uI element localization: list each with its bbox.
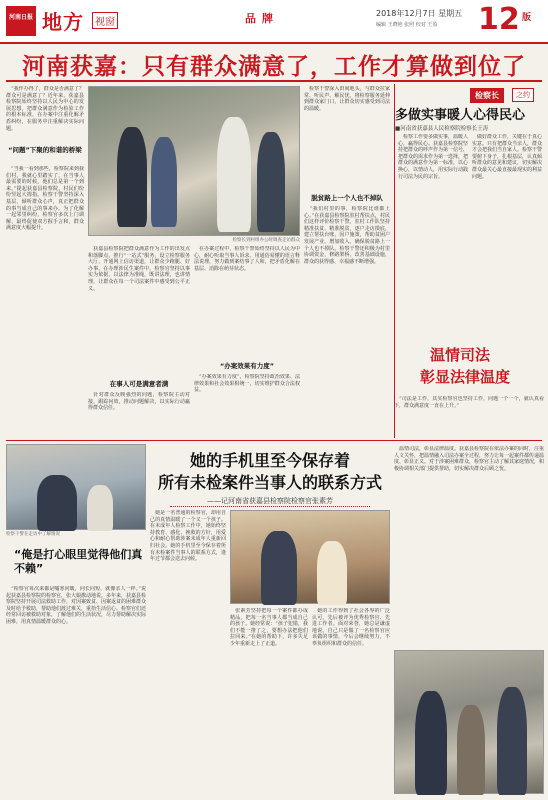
article-column: 她的工作得到了社会各界的广泛认可，先后被评为优秀检察官、先进工作者。面对荣誉，她总是谦虚地说，自己只是做了一名检察官应该做的事情，今后会继续努力，不辜负组织和群众的信任。 (312, 608, 390, 647)
subhead: “办案效果有力度” (219, 362, 275, 370)
news-photo (394, 650, 544, 794)
article-column: 获嘉县检察院把群众满意作为工作的出发点和落脚点，推行“一站式”服务，设立检察服务大厅，开通网上信访渠道，让群众少跑腿、好办事。在办理涉民生案件中，检察官坚持以事实为依据、以法律为准绳，既讲法理，也讲情理，让群众在每一个司法案件中感受到公平正义。 (88, 246, 190, 292)
news-photo (230, 510, 390, 604)
sidebar-column: 检察工作要多做实事，温暖人心，赢得民心。获嘉县检察院坚持把群众的呼声作为第一信号，把群众的需求作为第一选择，把群众的满意作为第一标准，以心换心，以情动人，用实际行动践行司法为民的宗旨。 (398, 134, 468, 180)
feature-subtitle: ——记河南省获嘉县检察院检察官张素芳 (170, 496, 370, 507)
feature-quote: “俺是打心眼里觉得他们真不赖” (14, 548, 143, 575)
subhead: 在事人可是满意者满 (109, 380, 169, 388)
article-column: 她是一名普通的检察官，却用自己的真情温暖了一个又一个孩子。在未成年人检察工作中，她始终坚持教育、感化、挽救的方针，用爱心和耐心帮助涉案未成年人重新回归社会。她的手机里至今保存着所有未检案件当事人的联系方式，逢年过节都会送去问候。 (150, 510, 226, 563)
news-photo (88, 86, 300, 236)
newspaper-logo: 河南日报 (6, 6, 36, 36)
edition-label: 版 (522, 13, 532, 23)
section-name: 地方 (42, 10, 84, 34)
article-column: “当我一看到那些，检察院来到我们村，我就心里踏实了，在当事人最需要的时候，他们总是第一个到来。”提起获嘉县检察院，村民们纷纷竖起大拇指。检察干警坚持深入基层，倾听群众心声，真正把群众的事当成自己的事来办。为了化解一起邻里纠纷，检察官多次上门调解，最终促使双方握手言和，群众满意度大幅提升。 (6, 166, 84, 232)
sidebar-byline: ■河南省获嘉县人民检察院检察长王涛 (395, 126, 489, 132)
page-number: 12 (478, 2, 520, 37)
sidebar-title: 多做实事暖人心得民心 (395, 108, 526, 123)
article-column: “我作办得了，群众是否满意了？群众可是满意了？近年来，获嘉县检察院始终坚持以人民为中心的发展思想，把群众满意作为检验工作的根本标准，在办案中注重化解矛盾纠纷，在服务中注重解决实际问题。 (6, 86, 84, 132)
sidebar-column: 做好群众工作，关键在于真心实意。只有把群众当亲人，群众才会把我们当自家人。检察干警要俯下身子，扎根基层，认真倾听群众的意见和建议，切实解决群众最关心最直接最现实的利益问题。 (472, 134, 542, 180)
dateline: 2018年12月7日 星期五 (376, 9, 463, 18)
article-column: 张素芳坚持把每一个案件都办成精品，把每一名当事人都当成自己的孩子。她经常说：“孩子犯错，我们不能一推了之，要想办法把他们拉回来。”在她的帮助下，许多失足少年重新走上了正道。 (230, 608, 308, 647)
article-column: 温情司法，彰显法律温度。获嘉县检察院在依法办案的同时，注重人文关怀，把温情融入司法办案全过程，努力让每一起案件都传递温度、彰显正义。对于涉案困难群众，检察官主动了解其家庭情况，积极协调相关部门提供帮助，切实解决群众后顾之忧。 (394, 446, 544, 472)
article-column: 在办案过程中，检察干警始终坚持以人民为中心，耐心听取当事人诉求，用通俗易懂的语言释法说理，努力做到案结事了人和，把矛盾化解在基层、消除在萌芽状态。 (194, 246, 300, 272)
photo-caption: 检察长到村组办公时调查走访群众 (232, 238, 300, 243)
column-tag: 检察长 (470, 88, 504, 103)
article-column: “司法是工作，其实检察官也坚持工作，问题一个一个，就认真看下，群众满意度一直在上升。” (394, 396, 544, 409)
column-label: 品牌 (245, 12, 279, 25)
section-rule (6, 440, 542, 441)
subhead: “问题”下聚的和谐的桥梁 (8, 146, 82, 154)
pull-quote: 温情司法 (430, 346, 491, 364)
article-column: “我们村里的事，检察院比谁都上心。”在获嘉县检察院驻村帮扶点，村民们这样评价检察干警。驻村工作队坚持精准扶贫、精准脱贫，逐户走访摸底，建立帮扶台账，因户施策，帮助贫困户发展产业、增加收入，确保脱贫路上一个人也不掉队。检察干警还积极为村里协调资金，修路架桥，改善基础设施，群众的获得感、幸福感不断增强。 (304, 206, 390, 265)
editor-credits: 编辑 王晓艳 张照 校对 王盈 (376, 22, 438, 28)
feature-title: 所有未检案件当事人的联系方式 (157, 473, 382, 492)
section-sub: 视窗 (92, 12, 118, 29)
pull-quote: 彰显法律温度 (420, 368, 511, 386)
photo-caption: 检察干警在走访中了解情况 (6, 532, 60, 537)
main-headline: 河南获嘉：只有群众满意了，工作才算做到位了 (22, 54, 526, 80)
news-photo (6, 444, 146, 530)
column-tag-secondary: 之约 (512, 88, 534, 102)
article-column: 针对群众反映强烈的问题，检察院主动对接，跟踪问效，推动问题解决，以实际行动赢得群众信任。 (88, 392, 190, 412)
article-column: “办案效果有力度”，检察院坚持政治效果、法律效果和社会效果相统一，切实维护群众合法权益。 (194, 374, 300, 394)
feature-title: 她的手机里至今保存着 (189, 451, 350, 470)
headline-rule (6, 80, 542, 82)
article-column: 检察干警深入田间地头，与群众拉家常、听民声、解民忧，将检察服务延伸到群众家门口，让群众切实感受到司法的温暖。 (304, 86, 390, 112)
subhead: 脱贫路上一个人也不掉队 (311, 194, 383, 202)
article-column: “检察官每次来都是嘘寒问暖，问长问短，就像亲人一样。”说起获嘉县检察院的检察官，张大娘激动地说。多年来，获嘉县检察院坚持开展司法救助工作，对因案致贫、因案返贫的困难群众及时给予救助，帮助他们渡过难关，重拾生活信心。检察官们还经常回访被救助对象，了解他们的生活状况，尽力帮助解决实际困难，用真情温暖群众的心。 (6, 586, 146, 625)
